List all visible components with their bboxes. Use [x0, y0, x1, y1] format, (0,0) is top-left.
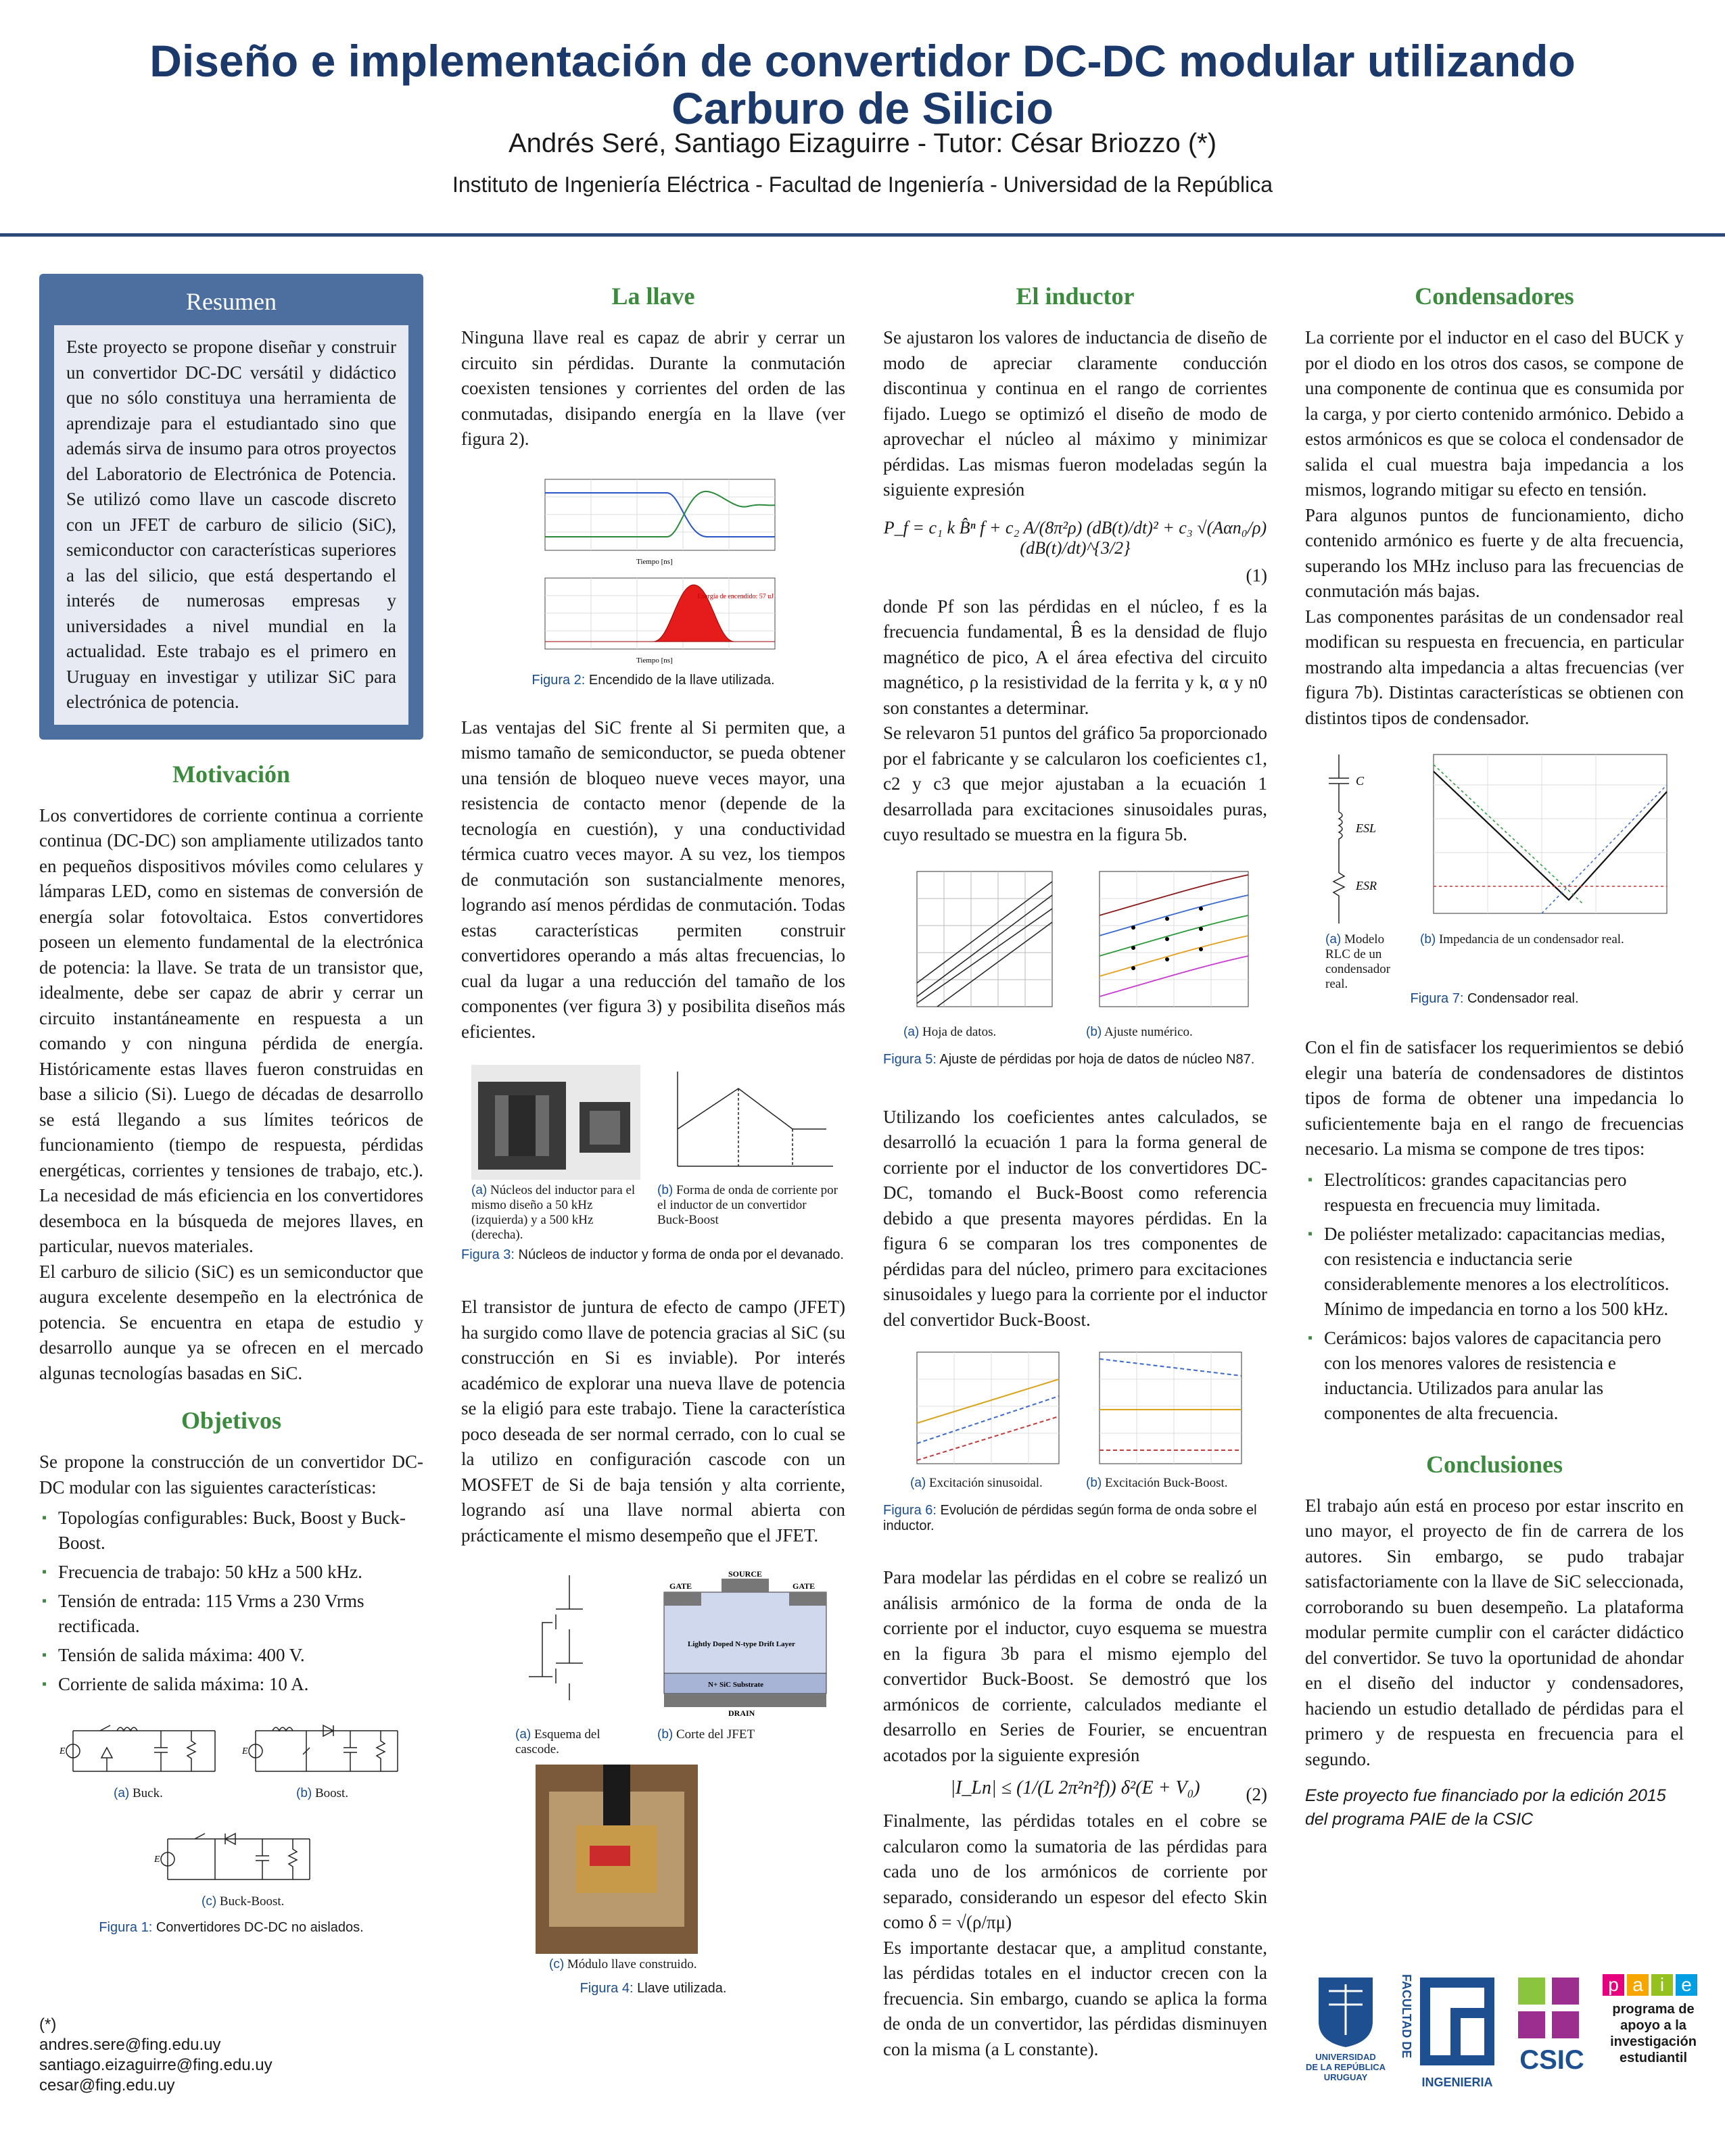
- fig2-xlabel: Tiempo [ns]: [636, 557, 673, 566]
- fig1a-caption: [114, 1786, 163, 1801]
- paie-letter: a: [1627, 1974, 1649, 1996]
- equation-1: [883, 518, 1267, 586]
- paie-letters: [1603, 1974, 1704, 1996]
- condensadores-p3: Las componentes parásitas de un condensador real modifican su respuesta en frecuencia, en particular mostrando alta impedancia a altas frecuencias (ver figura 7b). Distintas características se obtienen con distintos tipos de condensador.: [1305, 606, 1684, 728]
- inductor-p3: Se relevaron 51 puntos del gráfico 5a proporcionado por el fabricante y se calcularon los coeficientes c1, c2 y c3 que mejor ajustaban a la ecuación 1 desarrollada para excitaciones sinusoidales puras, cuyo resultado se muestra en la figura 5b.: [883, 723, 1267, 844]
- fig3-caption: [461, 1247, 845, 1263]
- institute: Instituto de Ingeniería Eléctrica - Facultad de Ingeniería - Universidad de la República: [452, 172, 1273, 197]
- fig1b-label: (b): [296, 1786, 312, 1800]
- rlc-esr-label: ESR: [1356, 879, 1377, 892]
- condensador-type-item: ▪ De poliéster metalizado: capacitancias medias, con resistencia e inductancia serie considerablemente menores a los electrolíticos. Mínimo de impedancia en torno a los 500 kHz.: [1324, 1222, 1684, 1322]
- fing-bottom-text: INGENIERIA: [1421, 2076, 1493, 2089]
- objetivo-item: ▪ Tensión de entrada: 115 Vrms a 230 Vrms rectificada.: [58, 1589, 423, 1639]
- objetivo-item: ▪ Tensión de salida máxima: 400 V.: [58, 1643, 423, 1668]
- equation-2: [883, 1777, 1267, 1804]
- equation-2-body: |I_Ln| ≤ (1/(L 2π²n²f)) δ²(E + V₀): [950, 1777, 1200, 1798]
- fig6b-text: Excitación Buck-Boost.: [1104, 1476, 1228, 1490]
- condensadores-p1: La corriente por el inductor en el caso del BUCK y por el diodo en los otros dos casos, se compone de una componente de continua que es consumida por la carga, y por cierto contenido armónico. Debido a estos armónicos es que se coloca el condensador de salida el cual muestra baja impedancia a los mismos, logrando mitigar su efecto en tensión.: [1305, 327, 1684, 500]
- fig1-label: Figura 1:: [99, 1920, 153, 1935]
- rlc-model: [1319, 751, 1393, 927]
- fig2-label: Figura 2:: [531, 672, 586, 688]
- resumen-heading: Resumen: [186, 288, 277, 315]
- column-4: [1305, 274, 1684, 1831]
- condensadores-list: [1305, 1168, 1684, 1426]
- fig1c-label: (c): [202, 1894, 217, 1909]
- core-losses-datasheet: [897, 868, 1059, 1017]
- llave-heading: La llave: [611, 283, 695, 310]
- fig7a-text: Modelo RLC de un condensador real.: [1325, 932, 1391, 991]
- fig4a-label: (a): [515, 1727, 531, 1742]
- objetivos-intro: Se propone la construcción de un convertidor DC-DC modular con las siguientes características:: [39, 1452, 423, 1498]
- fig6-text: Evolución de pérdidas según forma de onda sobre el inductor.: [883, 1503, 1257, 1533]
- paie-text: programa de apoyo a la investigación estudiantil: [1610, 2002, 1697, 2065]
- fing-mark-icon: [1417, 1974, 1498, 2069]
- fig6-label: Figura 6:: [883, 1503, 937, 1518]
- conclusiones-text: El trabajo aún está en proceso por estar inscrito en uno mayor, el proyecto de fin de carrera de los autores. Sin embargo, se pudo trabajar satisfactoriamente con la llave de SiC seleccionada, corroborando su buen desempeño. La plataforma modular permite cumplir con el carácter didáctico del convertidor. Se tuvo la oportunidad de ahondar en el diseño del inductor y condensadores, haciendo un estudio detallado de pérdidas para el primero y de respuesta en frecuencia para el segundo.: [1305, 1495, 1684, 1769]
- fig1a-label: (a): [114, 1786, 130, 1800]
- cascode-schematic: [502, 1568, 623, 1704]
- fig5-text: Ajuste de pérdidas por hoja de datos de núcleo N87.: [939, 1051, 1255, 1067]
- svg-text:E: E: [60, 1746, 66, 1756]
- fig2-text: Encendido de la llave utilizada.: [588, 672, 775, 688]
- jfet-gate-label: GATE: [669, 1581, 692, 1591]
- fig4b-caption: [657, 1727, 755, 1742]
- buck-circuit: [60, 1710, 229, 1785]
- inductor-p6: Finalmente, las pérdidas totales en el cobre se calcularon como la sumatoria de las pérdidas para cada uno de los armónicos de corriente por separado, considerando un espesor del efecto Skin como δ = √(ρ/πμ): [883, 1811, 1267, 1932]
- footnote-mark: (*): [39, 2015, 57, 2034]
- fig5b-label: (b): [1086, 1024, 1102, 1039]
- email-3[interactable]: cesar@fing.edu.uy: [39, 2076, 175, 2094]
- inductor-p5: Para modelar las pérdidas en el cobre se realizó un análisis armónico de la forma de onda de la corriente por el inductor, cuyo esquema se muestra en la figura 3b para el mismo ejemplo del convertidor Buck-Boost. Se demostró que los armónicos de corriente, calculados mediante el desarrollo en Series de Fourier, se encuentran acotados por la siguiente expresión: [883, 1567, 1267, 1765]
- objetivo-item: ▪ Topologías configurables: Buck, Boost y Buck-Boost.: [58, 1506, 423, 1556]
- udelar-seal-icon: [1315, 1974, 1376, 2049]
- fig5a-caption: [903, 1025, 996, 1040]
- fig3b-text: Forma de onda de corriente por el inductor de un convertidor Buck-Boost: [657, 1183, 838, 1227]
- fing-logo: [1393, 1974, 1501, 2103]
- equation-1-body: P_f = c₁ k B̂ⁿ f + c₂ A/(8π²ρ) (dB(t)/dt)² + c₃ √(Aαn₀/ρ) (dB(t)/dt)^{3/2}: [883, 517, 1267, 558]
- fig2-annotation: Energía de encendido: 57 uJ: [697, 592, 774, 600]
- jfet-source-label: SOURCE: [728, 1569, 763, 1579]
- fig6b-label: (b): [1086, 1476, 1102, 1490]
- llave-p2: Las ventajas del SiC frente al Si permiten que, a mismo tamaño de semiconductor, se pueda obtener una tensión de bloqueo nueve veces mayor, una resistencia de contacto menor (depende de la tecnología en cuestión), y una conductividad térmica cuatro veces mayor. A su vez, los tiempos de conmutación son sustancialmente menores, logrando así menos pérdidas de conmutación. Todas estas características permiten construir convertidores operando a más altas frecuencias, lo cual da lugar a una reducción del tamaño de los componentes (ver figura 3) y posibilita diseños más eficientes.: [461, 717, 845, 1042]
- fig2-caption: [461, 673, 845, 688]
- inductor-p2: donde Pf son las pérdidas en el núcleo, f es la frecuencia fundamental, B̂ es la densidad de flujo magnético de pico, A el área efectiva del circuito magnético, ρ la resistividad de la ferrita y k, α y n0 son constantes a determinar.: [883, 596, 1267, 718]
- figure-6: [883, 1349, 1267, 1552]
- column-1: [39, 274, 423, 1934]
- capacitor-impedance-plot: [1420, 751, 1670, 920]
- column-3: [883, 274, 1267, 2062]
- condensadores-heading: Condensadores: [1415, 283, 1574, 310]
- switching-voltage-current-plot: [518, 473, 788, 567]
- fig1-caption: [39, 1920, 423, 1936]
- fig6a-caption: [910, 1476, 1043, 1491]
- fig6a-label: (a): [910, 1476, 926, 1490]
- fig5b-text: Ajuste numérico.: [1104, 1024, 1193, 1039]
- footnote: [39, 2015, 273, 2096]
- inductor-cores-photo: [471, 1065, 640, 1180]
- udelar-line-3: URUGUAY: [1323, 2072, 1368, 2082]
- losses-sinusoidal-plot: [903, 1349, 1066, 1470]
- fig4a-caption: [515, 1727, 637, 1757]
- fig6b-caption: [1086, 1476, 1228, 1491]
- udelar-logo: [1305, 1974, 1386, 2082]
- fig4-caption: [461, 1981, 845, 1996]
- fig3-text: Núcleos de inductor y forma de onda por el devanado.: [518, 1247, 844, 1262]
- fig3b-caption: [657, 1183, 840, 1228]
- objetivos-list: [39, 1506, 423, 1697]
- fig7b-caption: [1420, 932, 1624, 947]
- fig4-text: Llave utilizada.: [637, 1981, 727, 1996]
- column-2: [461, 274, 845, 1994]
- fig4a-text: Esquema del cascode.: [515, 1727, 600, 1756]
- jfet-cross-section: [657, 1568, 833, 1717]
- resumen-text: Este proyecto se propone diseñar y construir un convertidor DC-DC versátil y didáctico que no sólo constituya una herramienta de aprendizaje para el estudiantado sino que además sirva de insumo para otros proyectos del Laboratorio de Electrónica de Potencia. Se utilizó como llave un cascode discreto con un JFET de carburo de silicio (SiC), semiconductor con características superiores a las del silicio, que está despertando el interés de numerosas empresas y universidades a nivel mundial en la actualidad. Este trabajo es el primero en Uruguay en investigar y utilizar SiC para electrónica de potencia.: [66, 337, 396, 712]
- inductor-p7: Es importante destacar que, a amplitud constante, las pérdidas totales en el inductor crecen con la frecuencia. Sin embargo, cuando se aplica la forma de onda de un convertidor, las pérdidas disminuyen con la misma (a L constante).: [883, 1937, 1267, 2059]
- paie-letter: e: [1676, 1974, 1697, 1996]
- figure-4: [461, 1562, 845, 1994]
- paie-letter: i: [1651, 1974, 1673, 1996]
- llave-p3: El transistor de juntura de efecto de campo (JFET) ha surgido como llave de potencia gracias al SiC (su construcción en Si es inviable). Por interés académico de explorar una nueva llave de potencia se la eligió para este trabajo. Tiene la característica poco deseada de ser normal cerrado, con lo cual se la utilizo en configuración cascode con un MOSFET de Si de baja tensión y alta corriente, logrando así una llave normal abierta con prácticamente el mismo desempeño que el JFET.: [461, 1297, 845, 1546]
- fig1b-caption: [296, 1786, 348, 1801]
- resumen-box: [39, 274, 423, 740]
- switch-module-photo: [536, 1765, 698, 1954]
- email-2[interactable]: santiago.eizaguirre@fing.edu.uy: [39, 2056, 273, 2074]
- fig3b-label: (b): [657, 1183, 674, 1197]
- condensador-type-item: ▪ Cerámicos: bajos valores de capacitancia pero con los menores valores de resistencia e inductancia. Utilizados para anular las componentes de alta frecuencia.: [1324, 1326, 1684, 1426]
- fig7-label: Figura 7:: [1410, 991, 1464, 1006]
- fig7-caption: [1305, 991, 1684, 1007]
- fig5-label: Figura 5:: [883, 1051, 937, 1067]
- inductor-current-waveform: [657, 1065, 840, 1180]
- fig4c-label: (c): [549, 1957, 565, 1971]
- fig2-xlabel-2: Tiempo [ns]: [636, 656, 673, 665]
- inductor-heading: El inductor: [1016, 283, 1135, 310]
- inductor-p1: Se ajustaron los valores de inductancia de diseño de modo de apreciar claramente conducción discontinua y continua en el rango de corrientes fijado. Luego se optimizó el diseño de modo de aprovechar el núcleo al máximo y minimizar pérdidas. Las mismas fueron modeladas según la siguiente expresión: [883, 327, 1267, 500]
- conclusiones-heading: Conclusiones: [1425, 1450, 1563, 1478]
- condensadores-p4: Con el fin de satisfacer los requerimientos se debió elegir una batería de condensadores de distintos tipos de forma de obtener una impedancia lo suficientemente baja en el rango de frecuencias necesario. La misma se compone de tres tipos:: [1305, 1037, 1684, 1159]
- figure-7: [1305, 751, 1684, 1022]
- csic-text: CSIC: [1519, 2045, 1584, 2075]
- inductor-p4: Utilizando los coeficientes antes calculados, se desarrolló la ecuación 1 para la forma general de corriente por el inductor de los convertidores DC-DC, tomando el Buck-Boost como referencia debido a que presenta mayores pérdidas. En la figura 6 se comparan los tres componentes de pérdidas para del núcleo, primero para excitaciones sinusoidales y luego para la corriente por el inductor del convertidor Buck-Boost.: [883, 1106, 1267, 1330]
- svg-text:E: E: [154, 1854, 160, 1865]
- motivacion-heading: Motivación: [172, 760, 290, 788]
- fig4-label: Figura 4:: [580, 1981, 634, 1996]
- jfet-gate-label-2: GATE: [793, 1581, 816, 1591]
- csic-logo: [1515, 1974, 1589, 2076]
- rlc-esl-label: ESL: [1356, 821, 1377, 835]
- figure-3: [461, 1065, 845, 1281]
- objetivos-heading: Objetivos: [181, 1407, 281, 1434]
- udelar-line-1: UNIVERSIDAD: [1315, 2052, 1376, 2062]
- fig7a-label: (a): [1325, 932, 1342, 947]
- fig1b-text: Boost.: [314, 1786, 349, 1800]
- llave-p1: Ninguna llave real es capaz de abrir y cerrar un circuito sin pérdidas. Durante la conmutación coexisten tensiones y corrientes del orden de las conmutadas, disipando energía en la llave (ver figura 2).: [461, 327, 845, 449]
- figure-5: [883, 868, 1267, 1091]
- equation-1-number: (1): [1246, 565, 1267, 585]
- fig1c-text: Buck-Boost.: [219, 1894, 285, 1909]
- jfet-layer-label: Lightly Doped N-type Drift Layer: [688, 1640, 795, 1648]
- fig5b-caption: [1086, 1025, 1193, 1040]
- fig3a-caption: [471, 1183, 647, 1243]
- jfet-drain-label: DRAIN: [728, 1708, 755, 1717]
- fig1a-text: Buck.: [132, 1786, 163, 1800]
- fig5a-label: (a): [903, 1024, 920, 1039]
- motivacion-p2: El carburo de silicio (SiC) es un semiconductor que augura excelente desempeño en la electrónica de potencia. Se encuentra en etapa de estudio y desarrollo aunque ya se ofrecen en el mercado algunas tecnologías basadas en SiC.: [39, 1261, 423, 1383]
- equation-2-number: (2): [1246, 1784, 1267, 1804]
- header-rule: [0, 233, 1725, 237]
- udelar-line-2: DE LA REPÚBLICA: [1306, 2062, 1386, 2072]
- fig7b-label: (b): [1420, 932, 1436, 947]
- buck-boost-circuit: [154, 1812, 323, 1893]
- fig1c-caption: [202, 1894, 284, 1909]
- boost-circuit: [242, 1710, 411, 1785]
- fig6a-text: Excitación sinusoidal.: [928, 1476, 1043, 1490]
- paie-letter: p: [1603, 1974, 1624, 1996]
- fig7-text: Condensador real.: [1467, 991, 1579, 1006]
- losses-buckboost-plot: [1086, 1349, 1248, 1470]
- condensador-type-item: ▪ Electrolíticos: grandes capacitancias pero respuesta en frecuencia muy limitada.: [1324, 1168, 1684, 1218]
- core-losses-fit: [1079, 868, 1255, 1017]
- fig3a-label: (a): [471, 1183, 488, 1197]
- resumen-inner: [54, 325, 408, 725]
- fig5-caption: [883, 1052, 1267, 1068]
- fig7b-text: Impedancia de un condensador real.: [1438, 932, 1624, 947]
- motivacion-p1: Los convertidores de corriente continua a corriente continua (DC-DC) son ampliamente utilizados tanto en pequeños dispositivos móviles como celulares y lámparas LED, como en sistemas de conversión de energía solar fotovoltaica. Estos convertidores poseen un elemento fundamental de la electrónica de potencia: la llave. Se trata de un transistor que, idealmente, debe ser capaz de abrir y cerrar un circuito instantáneamente en respuesta a un comando y con ninguna pérdida de energía. Históricamente estas llaves fueron construidas en base a silicio (Si). Luego de décadas de desarrollo se está llegando a sus límites teóricos de funcionamiento (tiempo de respuesta, pérdidas energéticas, corrientes y tensiones de trabajo, etc.). La necesidad de más eficiencia en los convertidores desemboca en la búsqueda de mejores llaves, en particular, nuevos materiales.: [39, 805, 423, 1256]
- email-1[interactable]: andres.sere@fing.edu.uy: [39, 2036, 221, 2054]
- svg-text:E: E: [242, 1746, 248, 1756]
- objetivo-item: ▪ Frecuencia de trabajo: 50 kHz a 500 kHz.: [58, 1560, 423, 1585]
- fig4c-caption: [549, 1957, 696, 1972]
- fig7a-caption: [1325, 932, 1407, 992]
- fing-side-text: FACULTAD DE: [1400, 1974, 1413, 2059]
- fig4b-text: Corte del JFET: [676, 1727, 755, 1742]
- poster-title: [0, 37, 1725, 132]
- title-line-2: Carburo de Silicio: [671, 83, 1054, 133]
- funding-note: Este proyecto fue financiado por la edición 2015 del programa PAIE de la CSIC: [1305, 1786, 1666, 1829]
- paie-logo: [1603, 1974, 1704, 2066]
- rlc-c-label: C: [1356, 774, 1365, 788]
- authors: Andrés Seré, Santiago Eizaguirre - Tutor: César Briozzo (*): [508, 128, 1217, 158]
- objetivo-item: ▪ Corriente de salida máxima: 10 A.: [58, 1672, 423, 1697]
- fig4b-label: (b): [657, 1727, 674, 1742]
- fig3a-text: Núcleos del inductor para el mismo diseño a 50 kHz (izquierda) y a 500 kHz (derecha).: [471, 1183, 636, 1242]
- title-line-1: Diseño e implementación de convertidor DC-DC modular utilizando: [149, 36, 1576, 86]
- csic-mark-icon: [1515, 1974, 1582, 2042]
- fig5a-text: Hoja de datos.: [922, 1024, 997, 1039]
- condensadores-p2: Para algunos puntos de funcionamiento, dicho contenido armónico es fuerte y de alta frecuencia, superando los MHz incluso para las frecuencias de conmutación más bajas.: [1305, 504, 1684, 601]
- fig3-label: Figura 3:: [461, 1247, 515, 1262]
- figure-1: [39, 1710, 423, 1934]
- fig1-text: Convertidores DC-DC no aislados.: [156, 1920, 364, 1935]
- fig4c-text: Módulo llave construido.: [567, 1957, 697, 1971]
- fig6-caption: [883, 1503, 1267, 1534]
- jfet-substrate-label: N+ SiC Substrate: [708, 1681, 764, 1689]
- switching-energy-plot: [518, 571, 788, 666]
